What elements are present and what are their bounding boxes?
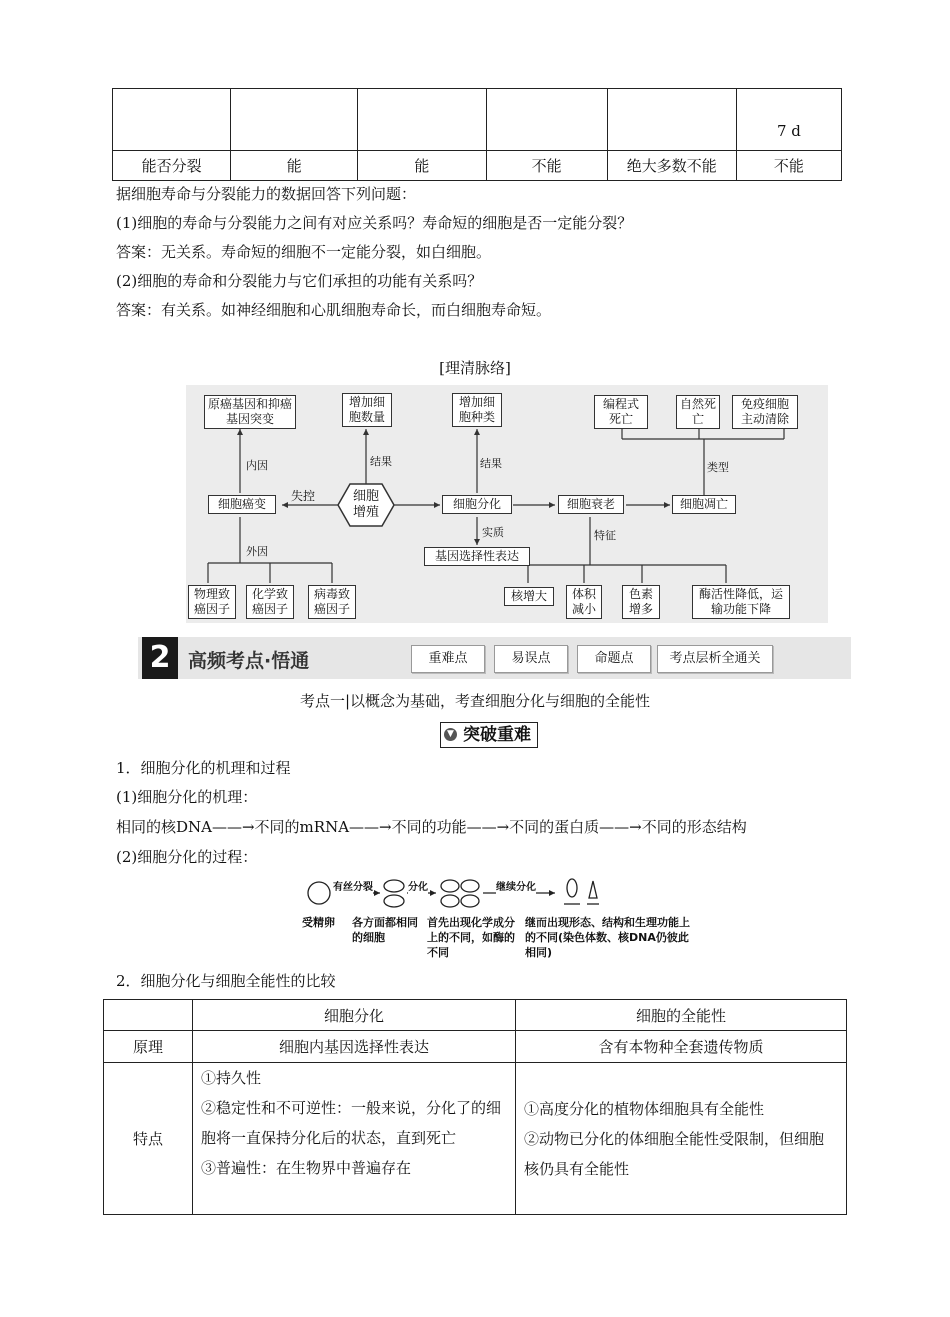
kaodian-heading: 考点一|以概念为基础，考查细胞分化与细胞的全能性 (299, 692, 651, 710)
differentiation-box: 细胞分化 (442, 495, 512, 514)
question-2: (2)细胞的寿命和分裂能力与它们承担的功能有关系吗？ (116, 272, 483, 290)
table-cell (193, 1063, 516, 1215)
virus-carcinogen-box: 病毒致癌因子 (308, 585, 356, 619)
cancer-gene-box: 原癌基因和抑癌基因突变 (204, 395, 296, 429)
label-essence: 实质 (482, 526, 504, 539)
label-result-2: 结果 (480, 457, 502, 470)
apoptosis-box: 细胞凋亡 (672, 495, 736, 514)
volume-decrease-box: 体积减小 (566, 585, 602, 619)
table-cell: 不能 (736, 151, 841, 181)
s1-sub2: (2)细胞分化的过程： (116, 848, 258, 866)
question-1: (1)细胞的寿命与分裂能力之间有对应关系吗？寿命短的细胞是否一定能分裂？ (116, 214, 633, 232)
table-cell (358, 89, 486, 151)
caption-zygote: 受精卵 (302, 916, 335, 929)
s1-flow: 相同的核DNA——→不同的mRNA——→不同的功能——→不同的蛋白质——→不同的形态结构 (116, 818, 747, 836)
table-cell (607, 89, 736, 151)
arrow-label-diff: 分化 (408, 882, 428, 893)
section-title: [理清脉络] (439, 359, 511, 377)
feature-item: ①持久性 (201, 1069, 262, 1087)
caption-chemical-diff: 首先出现化学成分上的不同，如酶的不同 (427, 916, 515, 959)
table-header-cell (104, 1000, 193, 1031)
label-type: 类型 (707, 461, 729, 474)
table-cell (486, 89, 607, 151)
caption-structure-diff: 继而出现形态、结构和生理功能上的不同(染色体数、核DNA仍彼此相同) (525, 916, 690, 959)
enzyme-activity-box: 酶活性降低，运输功能下降 (692, 585, 790, 619)
chemical-carcinogen-box: 化学致癌因子 (246, 585, 294, 619)
feature-item: ③普遍性：在生物界中普遍存在 (201, 1159, 412, 1177)
banner-title: 高频考点·悟通 (188, 650, 310, 672)
triangle-down-icon: ▼ (444, 728, 457, 741)
aging-box: 细胞衰老 (558, 495, 624, 514)
breakthrough-heading (440, 722, 538, 748)
table-cell: 含有本物种全套遗传物质 (516, 1031, 847, 1063)
nucleus-enlarge-box: 核增大 (504, 587, 554, 606)
section-banner (138, 637, 851, 679)
table-cell (113, 89, 231, 151)
differentiation-diagram (300, 878, 690, 962)
label-feature: 特征 (594, 529, 616, 542)
tag-proposition: 命题点 (577, 645, 651, 673)
mind-map (186, 385, 828, 623)
feature-item: ①高度分化的植物体细胞具有全能性 (524, 1099, 765, 1118)
intro-text: 据细胞寿命与分裂能力的数据回答下列问题： (116, 185, 417, 203)
table-cell: 原理 (104, 1031, 193, 1063)
answer-1: 答案：无关系。寿命短的细胞不一定能分裂，如白细胞。 (116, 243, 492, 261)
table-cell: 细胞内基因选择性表达 (193, 1031, 516, 1063)
table-cell: 绝大多数不能 (607, 151, 736, 181)
label-external: 外因 (246, 545, 268, 558)
table-cell: 不能 (486, 151, 607, 181)
table-header-cell: 细胞分化 (193, 1000, 516, 1031)
table-cell: 7 d (736, 89, 841, 151)
table-cell: 特点 (104, 1063, 193, 1215)
s2-title: 2．细胞分化与细胞全能性的比较 (116, 972, 336, 990)
comparison-table (103, 999, 847, 1215)
cancer-box: 细胞癌变 (208, 495, 276, 514)
arrow-label-continue: 继续分化 (496, 882, 536, 893)
feature-item: ②稳定性和不可逆性：一般来说，分化了的细胞将一直保持分化后的状态，直到死亡 (201, 1099, 502, 1147)
label-result-1: 结果 (370, 455, 392, 468)
table-cell: 能否分裂 (113, 151, 231, 181)
table-cell (516, 1063, 847, 1215)
pigment-increase-box: 色素增多 (622, 585, 660, 619)
proliferation-label: 细胞增殖 (352, 489, 379, 520)
answer-2: 答案：有关系。如神经细胞和心肌细胞寿命长，而白细胞寿命短。 (116, 301, 552, 319)
cell-type-box: 增加细胞种类 (452, 393, 502, 427)
natural-death-box: 自然死亡 (676, 395, 720, 429)
immune-clearance-box: 免疫细胞主动清除 (732, 395, 798, 429)
physical-carcinogen-box: 物理致癌因子 (188, 585, 236, 619)
table-cell: 能 (231, 151, 358, 181)
table-header-cell: 细胞的全能性 (516, 1000, 847, 1031)
breakthrough-label: 突破重难 (463, 725, 531, 745)
s1-sub1: (1)细胞分化的机理： (116, 788, 258, 806)
banner-number: 2 (142, 637, 178, 679)
s1-title: 1．细胞分化的机理和过程 (116, 759, 291, 777)
table-cell (231, 89, 358, 151)
programmed-death-box: 编程式死亡 (594, 395, 648, 429)
label-internal: 内因 (246, 459, 268, 472)
feature-item: ②动物已分化的体细胞全能性受限制，但细胞核仍具有全能性 (524, 1129, 825, 1178)
lifespan-table (112, 88, 842, 181)
tag-analysis: 考点层析全通关 (657, 645, 773, 673)
table-cell: 能 (358, 151, 486, 181)
tag-mistake: 易误点 (494, 645, 568, 673)
tag-difficult: 重难点 (411, 645, 485, 673)
label-loss-control: 失控 (291, 489, 316, 503)
caption-same-cells: 各方面都相同的细胞 (352, 916, 418, 944)
gene-expression-box: 基因选择性表达 (424, 547, 530, 566)
arrow-label-mitosis: 有丝分裂 (333, 882, 373, 893)
cell-number-box: 增加细胞数量 (342, 393, 392, 427)
